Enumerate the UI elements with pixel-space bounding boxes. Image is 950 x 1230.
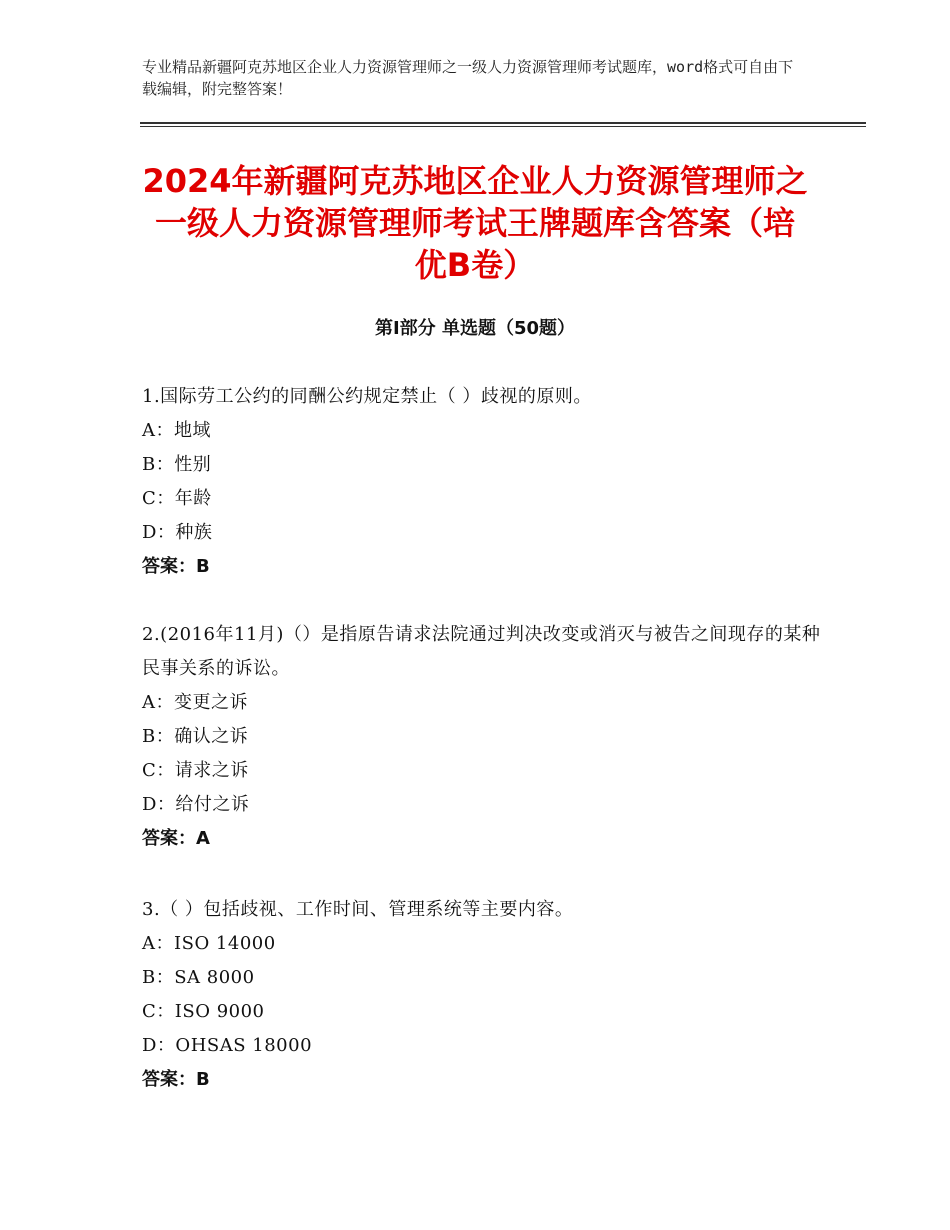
option-c: C：请求之诉: [142, 760, 249, 781]
header-rule-thin: [140, 126, 866, 127]
header-note: 专业精品新疆阿克苏地区企业人力资源管理师之一级人力资源管理师考试题库，word格式可自由下载编辑，附完整答案！: [142, 58, 794, 98]
question-stem: 1.国际劳工公约的同酬公约规定禁止（ ）歧视的原则。: [142, 386, 592, 407]
option-a: A：地域: [142, 420, 211, 441]
option-a: A：变更之诉: [142, 692, 248, 713]
answer-line: 答案：A: [142, 828, 210, 849]
option-d: D：OHSAS 18000: [142, 1035, 313, 1056]
option-d: D：种族: [142, 522, 213, 543]
document-title: 2024年新疆阿克苏地区企业人力资源管理师之一级人力资源管理师考试王牌题库含答案（培优B卷）: [142, 162, 808, 284]
answer-line: 答案：B: [142, 1069, 210, 1090]
option-a: A：ISO 14000: [142, 933, 276, 954]
header-rule-thick: [140, 122, 866, 124]
question-1: [142, 380, 822, 584]
question-3: [142, 893, 822, 1097]
question-stem: 2.(2016年11月)（）是指原告请求法院通过判决改变或消灭与被告之间现存的某种民事关系的诉讼。: [142, 624, 821, 679]
option-c: C：年龄: [142, 488, 212, 509]
question-stem: 3.（ ）包括歧视、工作时间、管理系统等主要内容。: [142, 899, 574, 920]
answer-line: 答案：B: [142, 556, 210, 577]
option-b: B：SA 8000: [142, 967, 255, 988]
option-b: B：确认之诉: [142, 726, 249, 747]
option-c: C：ISO 9000: [142, 1001, 265, 1022]
question-2: [142, 618, 822, 856]
option-b: B：性别: [142, 454, 212, 475]
section-title: 第Ⅰ部分 单选题（50题）: [374, 318, 575, 339]
option-d: D：给付之诉: [142, 794, 250, 815]
